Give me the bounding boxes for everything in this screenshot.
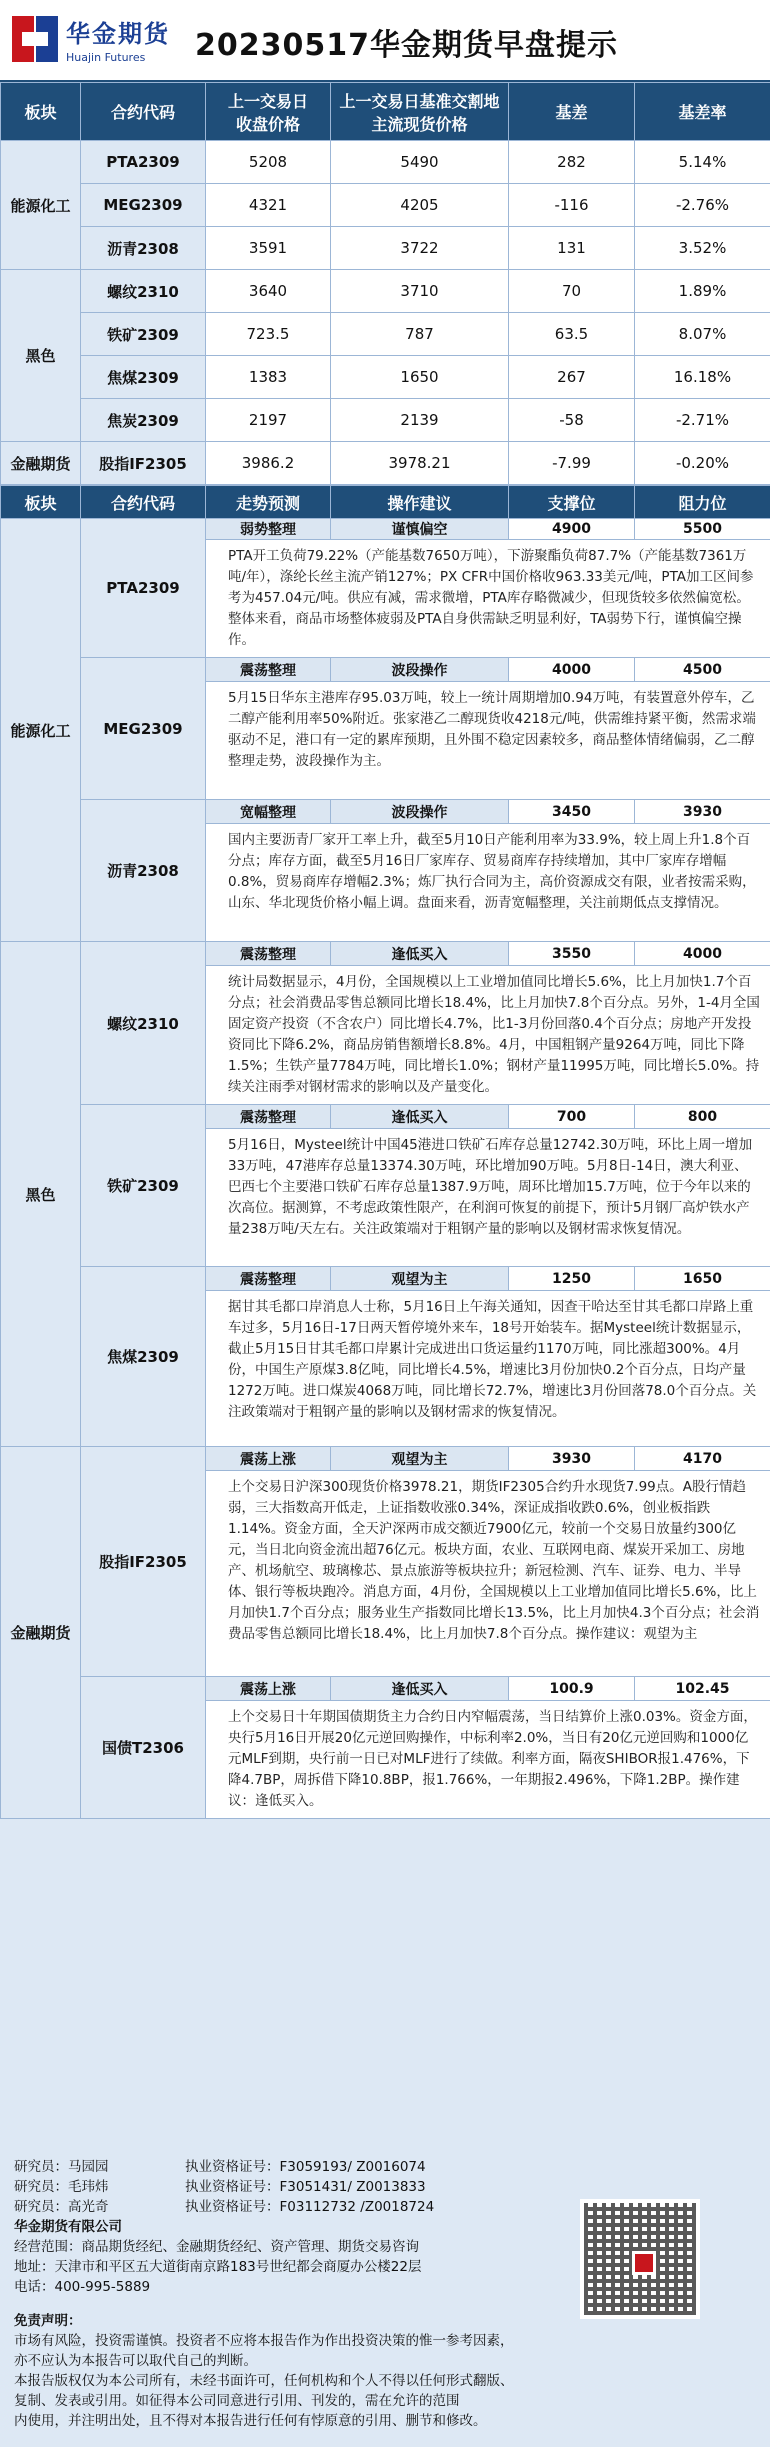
advice: 波段操作 <box>331 658 509 682</box>
spot-price: 3978.21 <box>331 442 509 485</box>
company-phone: 电话：400-995-5889 <box>14 2279 151 2295</box>
col-advice: 操作建议 <box>331 486 509 519</box>
sector-black: 黑色 <box>1 270 81 442</box>
commentary: 上个交易日沪深300现货价格3978.21，期货IF2305合约升水现货7.99点。A股行情趋弱，三大指数高开低走，上证指数收涨0.34%，深证成指收跌0.6%，创业板指跌1.14%。资金方面，全天沪深两市成交额近7900亿元，较前一个交易日放量约300亿元，当日北向资金流出超76亿元。板块方面，农业、互联网电商、煤炭开采加工、房地产、机场航空、玻璃橡芯、景点旅游等板块拉升；新冠检测、汽车、证券、电力、半导体、银行等板块跑冷。消息方面，4月份，全国规模以上工业增加值同比增长5.6%，比上月加快1.7个百分点；服务业生产指数同比增长13.5%，比上月加快4.3个百分点；社会消费品零售总额同比增长18.4%，比上月加快7.8个百分点。操作建议：观望为主 <box>206 1471 770 1677</box>
analyst-name: 研究员：高光奇 <box>14 2199 109 2215</box>
contract-code: MEG2309 <box>81 184 206 227</box>
disclaimer-line: 市场有风险，投资需谨慎。投资者不应将本报告作为作出投资决策的惟一参考因素， <box>14 2333 514 2349</box>
commentary: 5月15日华东主港库存95.03万吨，较上一统计周期增加0.94万吨，有装置意外停车，乙二醇产能利用率50%附近。张家港乙二醇现货收4218元/吨，供需维持紧平衡，然需求端驱动不足，港口有一定的累库预期，且外围不稳定因素较多，商品整体情绪偏弱，乙二醇整理走势，波段操作为主。 <box>206 682 770 800</box>
col-code: 合约代码 <box>81 83 206 141</box>
trend-forecast: 宽幅整理 <box>206 800 331 824</box>
contract-code: 股指IF2305 <box>81 1447 206 1677</box>
advice: 逢低买入 <box>331 942 509 966</box>
company-name: 华金期货有限公司 <box>14 2219 122 2235</box>
basis-rate: 5.14% <box>635 141 770 184</box>
business-scope: 经营范围：商品期货经纪、金融期货经纪、资产管理、期货交易咨询 <box>14 2239 419 2255</box>
sector-energy: 能源化工 <box>1 519 81 942</box>
trend-forecast: 震荡上涨 <box>206 1447 331 1471</box>
support-level: 4900 <box>509 519 635 540</box>
trend-forecast: 弱势整理 <box>206 519 331 540</box>
contract-code: 焦煤2309 <box>81 1267 206 1447</box>
contract-code: 铁矿2309 <box>81 1105 206 1267</box>
col-basis: 基差 <box>509 83 635 141</box>
commentary: 国内主要沥青厂家开工率上升，截至5月10日产能利用率为33.9%，较上周上升1.8个百分点；库存方面，截至5月16日厂家库存、贸易商库存持续增加，其中厂家库存增幅0.8%，贸易商库存增幅2.3%；炼厂执行合同为主，高价资源成交有限，业者按需采购，山东、华北现货价格小幅上调。盘面来看，沥青宽幅整理，关注前期低点支撑情况。 <box>206 824 770 942</box>
commentary: 统计局数据显示，4月份，全国规模以上工业增加值同比增长5.6%，比上月加快1.7个百分点；社会消费品零售总额同比增长18.4%，比上月加快7.8个百分点。另外，1-4月全国固定资产投资（不含农户）同比增长4.7%，比1-3月份回落0.4个百分点；房地产开发投资同比下降6.2%，商品房销售额增长8.8%。4月，中国粗钢产量9264万吨，同比下降1.5%；生铁产量7784万吨，同比增长1.0%；钢材产量11995万吨，同比增长5.0%。持续关注雨季对钢材需求的影响以及产量变化。 <box>206 966 770 1105</box>
resistance-level: 5500 <box>635 519 770 540</box>
contract-code: PTA2309 <box>81 519 206 658</box>
trend-forecast: 震荡整理 <box>206 942 331 966</box>
close-price: 2197 <box>206 399 331 442</box>
header <box>0 0 770 82</box>
support-level: 4000 <box>509 658 635 682</box>
support-level: 3450 <box>509 800 635 824</box>
sector-finance: 金融期货 <box>1 1447 81 1819</box>
col-resistance: 阻力位 <box>635 486 770 519</box>
advice: 观望为主 <box>331 1267 509 1291</box>
table-row <box>1 270 770 313</box>
qr-code-icon <box>580 2199 700 2319</box>
close-price: 3591 <box>206 227 331 270</box>
close-price: 4321 <box>206 184 331 227</box>
strategy-row <box>1 800 770 824</box>
contract-code: 股指IF2305 <box>81 442 206 485</box>
logo-name: 华金期货 <box>66 20 170 48</box>
resistance-level: 4170 <box>635 1447 770 1471</box>
strategy-row <box>1 658 770 682</box>
table-row <box>1 184 770 227</box>
table-row <box>1 313 770 356</box>
close-price: 3640 <box>206 270 331 313</box>
page-title: 20230517华金期货早盘提示 <box>195 28 618 63</box>
table-row <box>1 227 770 270</box>
basis-rate: -2.76% <box>635 184 770 227</box>
support-level: 1250 <box>509 1267 635 1291</box>
sector-finance: 金融期货 <box>1 442 81 485</box>
trend-forecast: 震荡整理 <box>206 658 331 682</box>
advice: 观望为主 <box>331 1447 509 1471</box>
basis: -7.99 <box>509 442 635 485</box>
col-sector: 板块 <box>1 83 81 141</box>
strategy-row <box>1 1105 770 1129</box>
analyst-name: 研究员：马园园 <box>14 2159 109 2175</box>
sector-energy: 能源化工 <box>1 141 81 270</box>
contract-code: MEG2309 <box>81 658 206 800</box>
contract-code: 螺纹2310 <box>81 270 206 313</box>
spot-price: 3710 <box>331 270 509 313</box>
resistance-level: 1650 <box>635 1267 770 1291</box>
contract-code: 沥青2308 <box>81 800 206 942</box>
advice: 逢低买入 <box>331 1677 509 1701</box>
company-logo <box>12 14 170 64</box>
spot-price: 2139 <box>331 399 509 442</box>
strategy-table-header <box>1 486 770 519</box>
support-level: 3550 <box>509 942 635 966</box>
strategy-row <box>1 1447 770 1471</box>
analyst-cert: 执业资格证号：F3051431/ Z0013833 <box>185 2179 426 2195</box>
commentary: 据甘其毛都口岸消息人士称，5月16日上午海关通知，因查干哈达至甘其毛都口岸路上重车过多，5月16日-17日两天暂停境外来车，18号开始装车。据Mysteel统计数据显示，截止5月15日甘其毛都口岸累计完成进出口货运量约1170万吨，同比涨超300%。4月份，中国生产原煤3.8亿吨，同比增长4.5%，增速比3月份加快0.2个百分点，日均产量1272万吨。进口煤炭4068万吨，同比增长72.7%，增速比3月份回落78.0个百分点。关注政策端对于粗钢产量的影响以及钢材需求的恢复情况。 <box>206 1291 770 1447</box>
analyst-cert: 执业资格证号：F03112732 /Z0018724 <box>185 2199 435 2215</box>
spot-price: 1650 <box>331 356 509 399</box>
contract-code: 铁矿2309 <box>81 313 206 356</box>
close-price: 723.5 <box>206 313 331 356</box>
logo-name-en: Huajin Futures <box>66 51 146 64</box>
resistance-level: 4500 <box>635 658 770 682</box>
resistance-level: 102.45 <box>635 1677 770 1701</box>
close-price: 1383 <box>206 356 331 399</box>
table-row <box>1 141 770 184</box>
basis-table <box>0 82 770 485</box>
strategy-row <box>1 1267 770 1291</box>
close-price: 3986.2 <box>206 442 331 485</box>
spot-price: 3722 <box>331 227 509 270</box>
basis: 131 <box>509 227 635 270</box>
commentary: 上个交易日十年期国债期货主力合约日内窄幅震荡，当日结算价上涨0.03%。资金方面，央行5月16日开展20亿元逆回购操作，中标利率2.0%，当日有20亿元逆回购和1000亿元MLF到期，央行前一日已对MLF进行了续做。利率方面，隔夜SHIBOR报1.476%，下降4.7BP，周拆借下降10.8BP，报1.766%，一年期报2.496%，下降1.2BP。操作建议：逢低买入。 <box>206 1701 770 1819</box>
resistance-level: 800 <box>635 1105 770 1129</box>
basis-table-header <box>1 83 770 141</box>
close-price: 5208 <box>206 141 331 184</box>
resistance-level: 3930 <box>635 800 770 824</box>
basis-rate: -0.20% <box>635 442 770 485</box>
strategy-row <box>1 1677 770 1701</box>
commentary: 5月16日，Mysteel统计中国45港进口铁矿石库存总量12742.30万吨，环比上周一增加33万吨，47港库存总量13374.30万吨，环比增加90万吨。5月8日-14日，澳大利亚、巴西七个主要港口铁矿石库存总量1387.9万吨，周环比增加15.7万吨，位于今年以来的次高位。据测算，不考虑政策性限产，在利润可恢复的前提下，预计5月钢厂高炉铁水产量238万吨/天左右。关注政策端对于粗钢产量的影响以及钢材需求恢复情况。 <box>206 1129 770 1267</box>
disclaimer-line: 本报告版权仅为本公司所有，未经书面许可，任何机构和个人不得以任何形式翻版、 <box>14 2373 514 2389</box>
support-level: 3930 <box>509 1447 635 1471</box>
table-row <box>1 356 770 399</box>
basis: 282 <box>509 141 635 184</box>
disclaimer-line: 内使用，并注明出处，且不得对本报告进行任何有悖原意的引用、删节和修改。 <box>14 2413 487 2429</box>
basis-rate: 1.89% <box>635 270 770 313</box>
advice: 逢低买入 <box>331 1105 509 1129</box>
col-spot: 上一交易日基准交割地 主流现货价格 <box>331 83 509 141</box>
basis-rate: -2.71% <box>635 399 770 442</box>
logo-mark-icon <box>12 16 58 62</box>
strategy-table <box>0 485 770 1819</box>
analyst-cert: 执业资格证号：F3059193/ Z0016074 <box>185 2159 426 2175</box>
trend-forecast: 震荡整理 <box>206 1105 331 1129</box>
col-support: 支撑位 <box>509 486 635 519</box>
table-row <box>1 442 770 485</box>
basis: 63.5 <box>509 313 635 356</box>
trend-forecast: 震荡上涨 <box>206 1677 331 1701</box>
basis: -58 <box>509 399 635 442</box>
advice: 谨慎偏空 <box>331 519 509 540</box>
spot-price: 5490 <box>331 141 509 184</box>
disclaimer-line: 复制、发表或引用。如征得本公司同意进行引用、刊发的，需在允许的范围 <box>14 2393 460 2409</box>
analyst-name: 研究员：毛玮炜 <box>14 2179 109 2195</box>
contract-code: 螺纹2310 <box>81 942 206 1105</box>
disclaimer-line: 亦不应认为本报告可以取代自己的判断。 <box>14 2353 257 2369</box>
company-address: 地址：天津市和平区五大道街南京路183号世纪都会商厦办公楼22层 <box>14 2259 422 2275</box>
contract-code: 焦炭2309 <box>81 399 206 442</box>
contract-code: PTA2309 <box>81 141 206 184</box>
basis: 267 <box>509 356 635 399</box>
footer <box>0 2147 770 2447</box>
support-level: 100.9 <box>509 1677 635 1701</box>
contract-code: 国债T2306 <box>81 1677 206 1819</box>
col-sector: 板块 <box>1 486 81 519</box>
spot-price: 4205 <box>331 184 509 227</box>
disclaimer-title: 免责声明： <box>14 2313 82 2329</box>
col-basis-rate: 基差率 <box>635 83 770 141</box>
advice: 波段操作 <box>331 800 509 824</box>
basis-rate: 3.52% <box>635 227 770 270</box>
basis-rate: 16.18% <box>635 356 770 399</box>
table-row <box>1 399 770 442</box>
sector-black: 黑色 <box>1 942 81 1447</box>
col-trend: 走势预测 <box>206 486 331 519</box>
col-close: 上一交易日 收盘价格 <box>206 83 331 141</box>
basis-rate: 8.07% <box>635 313 770 356</box>
resistance-level: 4000 <box>635 942 770 966</box>
spot-price: 787 <box>331 313 509 356</box>
basis: 70 <box>509 270 635 313</box>
contract-code: 沥青2308 <box>81 227 206 270</box>
strategy-row <box>1 519 770 540</box>
trend-forecast: 震荡整理 <box>206 1267 331 1291</box>
support-level: 700 <box>509 1105 635 1129</box>
col-code: 合约代码 <box>81 486 206 519</box>
contract-code: 焦煤2309 <box>81 356 206 399</box>
basis: -116 <box>509 184 635 227</box>
strategy-row <box>1 942 770 966</box>
commentary: PTA开工负荷79.22%（产能基数7650万吨），下游聚酯负荷87.7%（产能基数7361万吨/年），涤纶长丝主流产销127%；PX CFR中国价格收963.33美元/吨，PTA加工区间参考为457.04元/吨。供应有减，需求微增，PTA库存略微减少，但现货较多依然偏宽松。整体来看，商品市场整体疲弱及PTA自身供需缺乏明显利好，TA弱势下行，谨慎偏空操作。 <box>206 540 770 658</box>
